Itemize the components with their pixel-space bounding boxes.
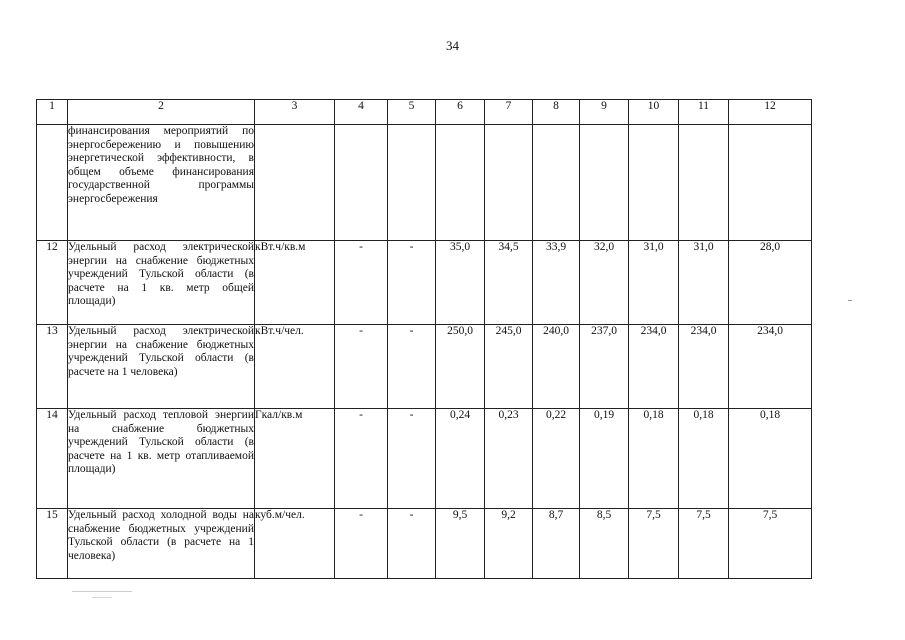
unit-cell — [255, 125, 335, 241]
value-cell: 34,5 — [485, 241, 533, 325]
header-cell: 12 — [729, 100, 812, 125]
value-cell: 0,18 — [679, 409, 729, 509]
scan-speck — [92, 597, 112, 598]
value-cell: 33,9 — [533, 241, 580, 325]
table-row — [37, 509, 812, 579]
row-description: Удельный расход тепловой энергии на снабжение бюджетных учреждений Тульской области (в расчете на 1 кв. метр отапливаемой площади) — [68, 409, 255, 509]
value-cell: - — [335, 325, 388, 409]
header-cell: 6 — [436, 100, 485, 125]
value-cell: 31,0 — [679, 241, 729, 325]
value-cell: - — [335, 509, 388, 579]
value-cell — [580, 125, 629, 241]
value-cell: 32,0 — [580, 241, 629, 325]
row-description: Удельный расход электрической энергии на снабжение бюджетных учреждений Тульской области (в расчете на 1 человека) — [68, 325, 255, 409]
value-cell: 8,5 — [580, 509, 629, 579]
value-cell: - — [388, 409, 436, 509]
value-cell — [436, 125, 485, 241]
value-cell: 7,5 — [729, 509, 812, 579]
scan-speck — [848, 300, 852, 301]
table-row — [37, 409, 812, 509]
row-description: финансирования мероприятий по энергосбережению и повышению энергетической эффективности, в общем объеме финансирования государственной программы энергосбережения — [68, 125, 255, 241]
row-number-cell — [37, 125, 68, 241]
value-cell: 240,0 — [533, 325, 580, 409]
value-cell: 7,5 — [679, 509, 729, 579]
page-number: 34 — [446, 38, 459, 53]
value-cell: - — [388, 325, 436, 409]
value-cell — [629, 125, 679, 241]
value-cell: 234,0 — [679, 325, 729, 409]
header-cell: 7 — [485, 100, 533, 125]
header-cell: 9 — [580, 100, 629, 125]
row-number-cell: 15 — [37, 509, 68, 579]
value-cell: 9,2 — [485, 509, 533, 579]
unit-cell: Гкал/кв.м — [255, 409, 335, 509]
value-cell: 9,5 — [436, 509, 485, 579]
value-cell: 237,0 — [580, 325, 629, 409]
row-description: Удельный расход электрической энергии на снабжение бюджетных учреждений Тульской области (в расчете на 1 кв. метр общей площади) — [68, 241, 255, 325]
header-cell: 4 — [335, 100, 388, 125]
value-cell: 250,0 — [436, 325, 485, 409]
value-cell: 0,18 — [729, 409, 812, 509]
value-cell — [335, 125, 388, 241]
row-number-cell: 13 — [37, 325, 68, 409]
header-cell: 11 — [679, 100, 729, 125]
value-cell: - — [388, 241, 436, 325]
header-cell: 3 — [255, 100, 335, 125]
unit-cell: кВт.ч/кв.м — [255, 241, 335, 325]
value-cell — [679, 125, 729, 241]
indicator-table — [36, 99, 812, 579]
value-cell — [388, 125, 436, 241]
value-cell: 7,5 — [629, 509, 679, 579]
row-number-cell: 12 — [37, 241, 68, 325]
header-cell: 10 — [629, 100, 679, 125]
value-cell: 0,22 — [533, 409, 580, 509]
value-cell: - — [335, 409, 388, 509]
value-cell: 0,18 — [629, 409, 679, 509]
table-row — [37, 125, 812, 241]
value-cell: 0,19 — [580, 409, 629, 509]
value-cell — [533, 125, 580, 241]
value-cell: 31,0 — [629, 241, 679, 325]
value-cell: 8,7 — [533, 509, 580, 579]
header-row — [37, 100, 812, 125]
value-cell: 0,24 — [436, 409, 485, 509]
value-cell: 0,23 — [485, 409, 533, 509]
unit-cell: кВт.ч/чел. — [255, 325, 335, 409]
header-cell: 8 — [533, 100, 580, 125]
scan-speck — [72, 591, 132, 592]
value-cell — [729, 125, 812, 241]
row-number-cell: 14 — [37, 409, 68, 509]
table-row — [37, 325, 812, 409]
header-cell: 5 — [388, 100, 436, 125]
table-row — [37, 241, 812, 325]
value-cell: - — [388, 509, 436, 579]
value-cell: - — [335, 241, 388, 325]
value-cell: 245,0 — [485, 325, 533, 409]
value-cell: 234,0 — [729, 325, 812, 409]
value-cell: 28,0 — [729, 241, 812, 325]
header-cell: 2 — [68, 100, 255, 125]
value-cell — [485, 125, 533, 241]
header-cell: 1 — [37, 100, 68, 125]
value-cell: 35,0 — [436, 241, 485, 325]
value-cell: 234,0 — [629, 325, 679, 409]
row-description: Удельный расход холодной воды на снабжение бюджетных учреждений Тульской области (в расчете на 1 человека) — [68, 509, 255, 579]
unit-cell: куб.м/чел. — [255, 509, 335, 579]
